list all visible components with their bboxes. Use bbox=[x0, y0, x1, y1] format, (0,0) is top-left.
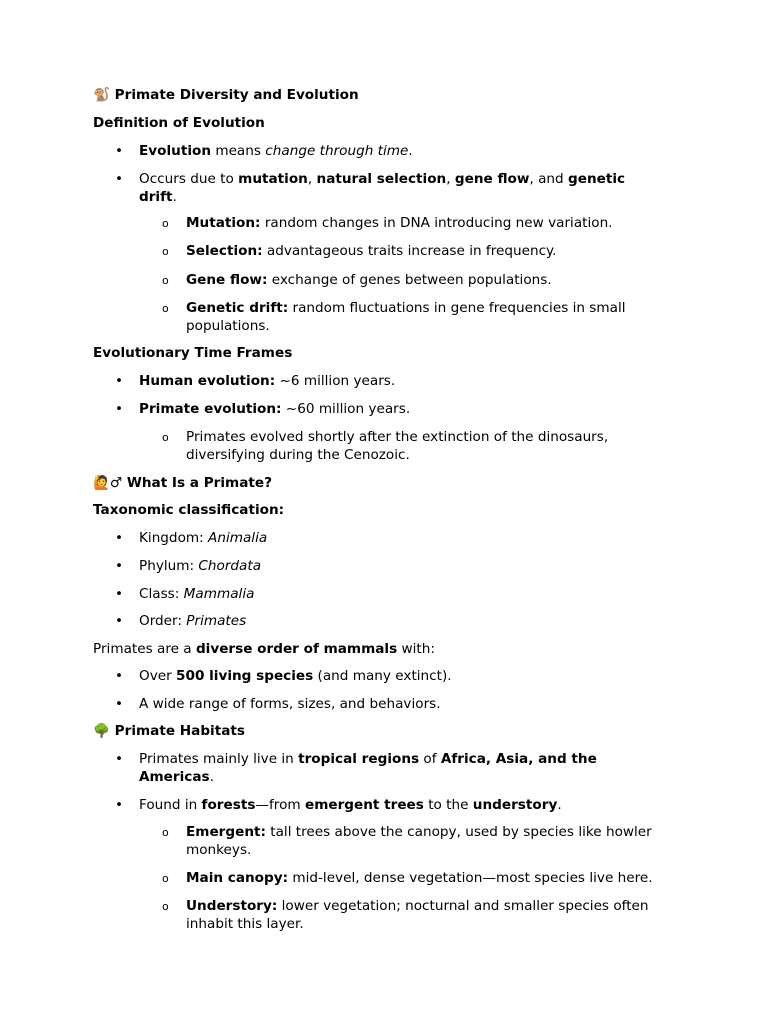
sub-bullet-marker: o bbox=[162, 826, 169, 839]
bullet-marker: • bbox=[115, 143, 124, 159]
bullet-marker: • bbox=[115, 171, 124, 187]
bullet-marker: • bbox=[115, 668, 124, 684]
sub-item-genetic-drift: Genetic drift: random fluctuations in gene frequencies in small populations. bbox=[186, 300, 626, 334]
section-heading-habitats: 🌳 Primate Habitats bbox=[93, 723, 245, 739]
sub-bullet-marker: o bbox=[162, 431, 169, 444]
list-item-human-evolution: Human evolution: ~6 million years. bbox=[139, 373, 396, 389]
list-item-forests: Found in forests—from emergent trees to the understory. bbox=[139, 797, 562, 813]
sub-bullet-marker: o bbox=[162, 217, 169, 230]
list-item-class: Class: Mammalia bbox=[139, 586, 255, 602]
list-item-phylum: Phylum: Chordata bbox=[139, 558, 262, 574]
bullet-marker: • bbox=[115, 751, 124, 767]
sub-bullet-marker: o bbox=[162, 245, 169, 258]
list-item-order: Order: Primates bbox=[139, 613, 247, 629]
list-item-evolution-definition: Evolution means change through time. bbox=[139, 143, 413, 159]
sub-item-main-canopy: Main canopy: mid-level, dense vegetation—most species live here. bbox=[186, 870, 653, 886]
sub-bullet-marker: o bbox=[162, 274, 169, 287]
sub-bullet-marker: o bbox=[162, 900, 169, 913]
document-title: 🐒 Primate Diversity and Evolution bbox=[93, 87, 359, 103]
sub-item-selection: Selection: advantageous traits increase in frequency. bbox=[186, 243, 557, 259]
list-item-primate-evolution: Primate evolution: ~60 million years. bbox=[139, 401, 411, 417]
section-heading-definition: Definition of Evolution bbox=[93, 115, 265, 131]
bullet-marker: • bbox=[115, 696, 124, 712]
sub-item-mutation: Mutation: random changes in DNA introducing new variation. bbox=[186, 215, 613, 231]
list-item-kingdom: Kingdom: Animalia bbox=[139, 530, 268, 546]
sub-item-emergent: Emergent: tall trees above the canopy, used by species like howler monkeys. bbox=[186, 824, 652, 858]
bullet-marker: • bbox=[115, 373, 124, 389]
list-item-evolution-causes: Occurs due to mutation, natural selection, gene flow, and genetic drift. bbox=[139, 171, 626, 205]
sub-bullet-marker: o bbox=[162, 302, 169, 315]
sub-item-dinosaurs: Primates evolved shortly after the extinction of the dinosaurs, diversifying during the Cenozoic. bbox=[186, 429, 609, 463]
bullet-marker: • bbox=[115, 401, 124, 417]
section-heading-time-frames: Evolutionary Time Frames bbox=[93, 345, 293, 361]
bullet-marker: • bbox=[115, 558, 124, 574]
sub-bullet-marker: o bbox=[162, 872, 169, 885]
subheading-taxonomic: Taxonomic classification: bbox=[93, 502, 285, 518]
list-item-tropical-regions: Primates mainly live in tropical regions of Africa, Asia, and the Americas. bbox=[139, 751, 597, 785]
section-heading-what-is-primate: 🙋♂ What Is a Primate? bbox=[93, 475, 272, 491]
sub-item-gene-flow: Gene flow: exchange of genes between populations. bbox=[186, 272, 552, 288]
bullet-marker: • bbox=[115, 613, 124, 629]
list-item-forms: A wide range of forms, sizes, and behaviors. bbox=[139, 696, 441, 712]
bullet-marker: • bbox=[115, 530, 124, 546]
paragraph-diverse-order: Primates are a diverse order of mammals with: bbox=[93, 641, 435, 657]
sub-item-understory: Understory: lower vegetation; nocturnal and smaller species often inhabit this layer. bbox=[186, 898, 649, 932]
bullet-marker: • bbox=[115, 586, 124, 602]
list-item-living-species: Over 500 living species (and many extinct). bbox=[139, 668, 452, 684]
bullet-marker: • bbox=[115, 797, 124, 813]
